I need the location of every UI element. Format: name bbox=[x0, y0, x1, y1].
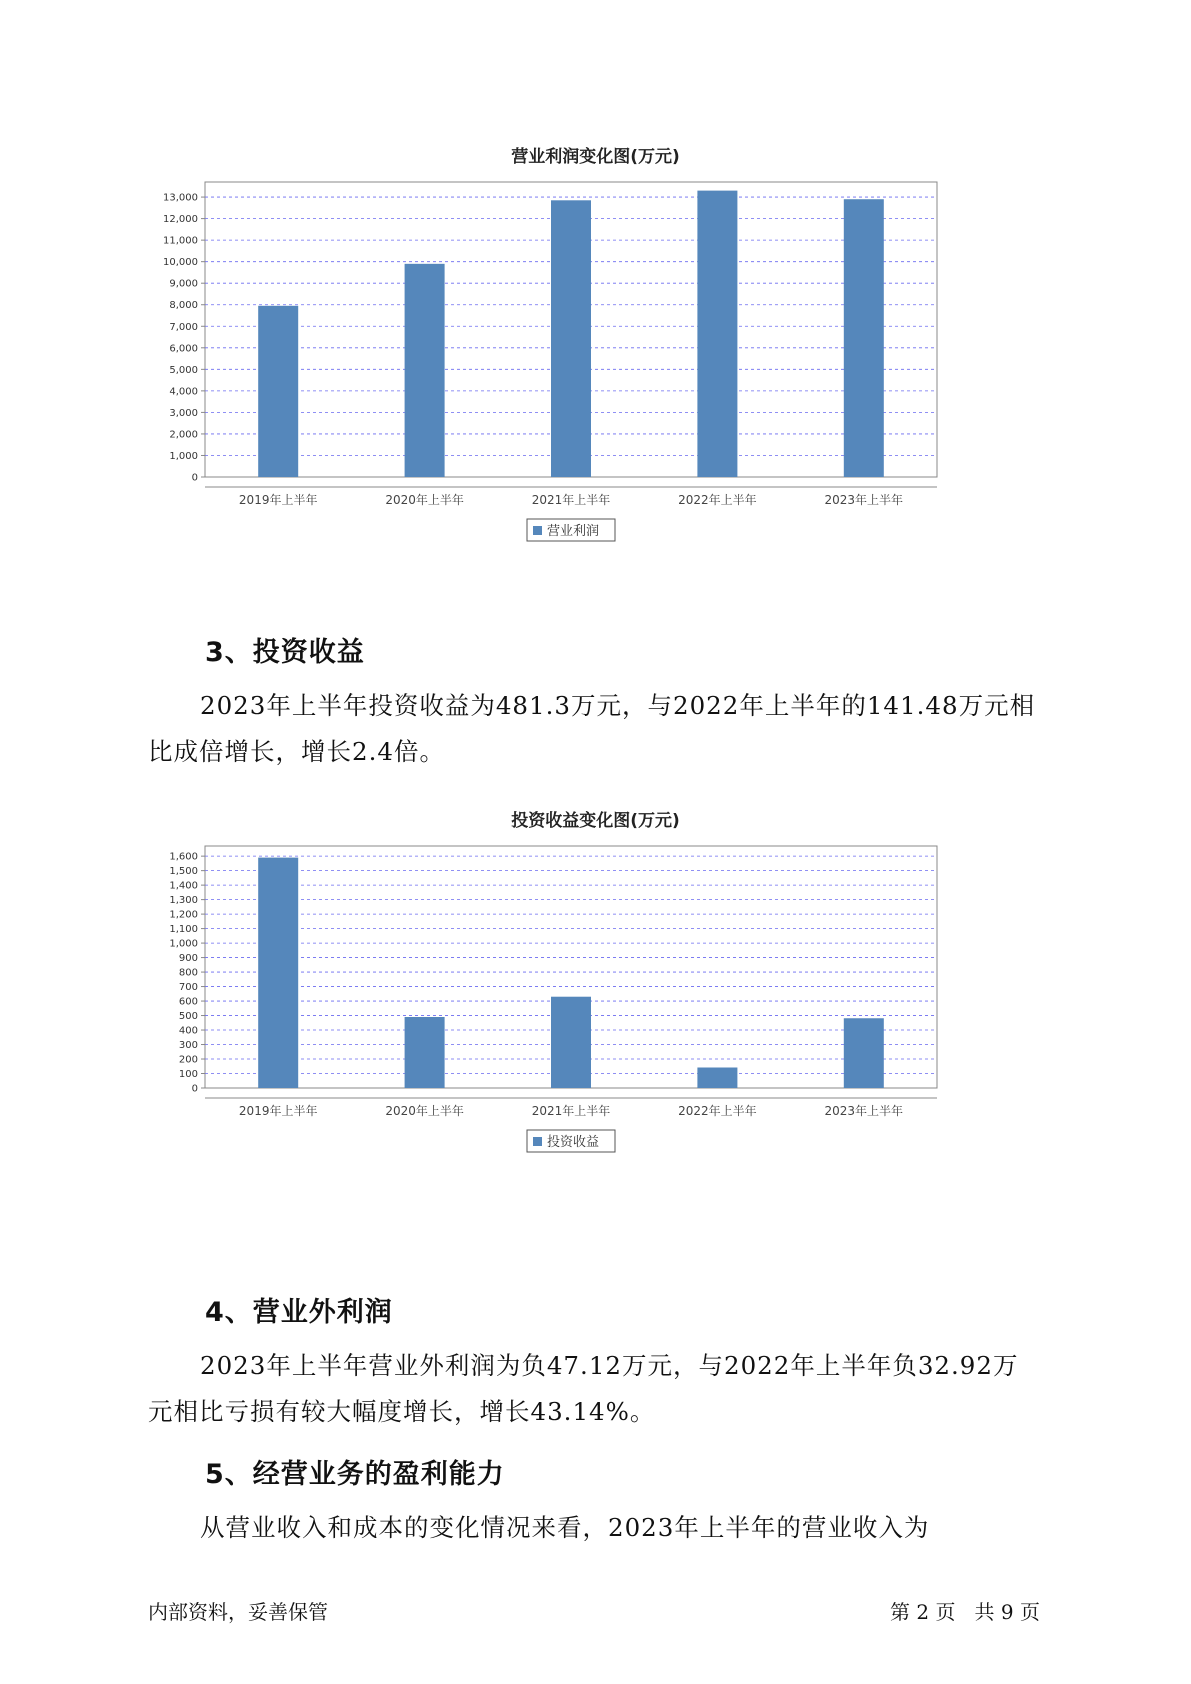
bar bbox=[551, 200, 591, 477]
chart-title-operating-profit: 营业利润变化图(万元) bbox=[511, 147, 680, 167]
paragraph-line: 元相比亏损有较大幅度增长，增长43.14%。 bbox=[148, 1397, 656, 1426]
legend-swatch bbox=[533, 1137, 542, 1146]
y-tick-label: 600 bbox=[178, 996, 198, 1008]
y-tick-label: 9,000 bbox=[169, 278, 198, 290]
y-tick-label: 500 bbox=[178, 1011, 198, 1023]
footer-page-number: 第 2 页 共 9 页 bbox=[890, 1600, 1040, 1624]
bar bbox=[844, 199, 884, 477]
y-tick-label: 3,000 bbox=[169, 407, 198, 419]
y-tick-label: 1,600 bbox=[169, 851, 198, 863]
y-tick-label: 10,000 bbox=[163, 257, 198, 269]
paragraph-line: 比成倍增长，增长2.4倍。 bbox=[148, 737, 445, 766]
y-tick-label: 1,300 bbox=[169, 895, 198, 907]
footer-confidential-note: 内部资料，妥善保管 bbox=[148, 1600, 328, 1624]
x-tick-label: 2019年上半年 bbox=[238, 493, 318, 507]
y-tick-label: 1,200 bbox=[169, 909, 198, 921]
x-tick-label: 2021年上半年 bbox=[531, 493, 611, 507]
x-tick-label: 2022年上半年 bbox=[678, 493, 757, 507]
y-tick-label: 900 bbox=[178, 953, 198, 965]
x-tick-label: 2023年上半年 bbox=[824, 1104, 904, 1118]
y-tick-label: 1,000 bbox=[169, 938, 198, 950]
bar bbox=[405, 264, 445, 477]
section-4-paragraph bbox=[148, 1343, 1068, 1435]
x-tick-label: 2023年上半年 bbox=[824, 493, 904, 507]
operating-profit-chart bbox=[0, 170, 1191, 610]
y-tick-label: 1,100 bbox=[169, 924, 198, 936]
section-5-paragraph bbox=[148, 1505, 1068, 1551]
y-tick-label: 100 bbox=[178, 1069, 198, 1081]
y-tick-label: 13,000 bbox=[163, 192, 198, 204]
legend-label: 营业利润 bbox=[547, 524, 600, 539]
x-tick-label: 2019年上半年 bbox=[238, 1104, 318, 1118]
y-tick-label: 200 bbox=[178, 1054, 198, 1066]
y-tick-label: 1,500 bbox=[169, 866, 198, 878]
section-4-heading: 4、营业外利润 bbox=[205, 1297, 393, 1328]
x-tick-label: 2022年上半年 bbox=[678, 1104, 757, 1118]
y-tick-label: 5,000 bbox=[169, 364, 198, 376]
bar bbox=[258, 858, 298, 1088]
y-tick-label: 7,000 bbox=[169, 321, 198, 333]
y-tick-label: 12,000 bbox=[163, 214, 198, 226]
bar bbox=[405, 1017, 445, 1088]
y-tick-label: 800 bbox=[178, 967, 198, 979]
section-5-heading: 5、经营业务的盈利能力 bbox=[205, 1459, 505, 1490]
x-tick-label: 2020年上半年 bbox=[385, 1104, 464, 1118]
y-tick-label: 300 bbox=[178, 1040, 198, 1052]
y-tick-label: 700 bbox=[178, 982, 198, 994]
bar bbox=[551, 997, 591, 1088]
bar bbox=[844, 1018, 884, 1088]
bar bbox=[258, 306, 298, 477]
paragraph-line: 2023年上半年投资收益为481.3万元，与2022年上半年的141.48万元相 bbox=[200, 691, 1036, 720]
y-tick-label: 1,400 bbox=[169, 880, 198, 892]
y-tick-label: 0 bbox=[191, 472, 198, 484]
y-tick-label: 2,000 bbox=[169, 429, 198, 441]
paragraph-line: 2023年上半年营业外利润为负47.12万元，与2022年上半年负32.92万 bbox=[200, 1351, 1019, 1380]
section-3-paragraph bbox=[148, 683, 1068, 775]
bar bbox=[697, 191, 737, 477]
x-tick-label: 2021年上半年 bbox=[531, 1104, 611, 1118]
legend-swatch bbox=[533, 526, 542, 535]
chart-title-investment-income: 投资收益变化图(万元) bbox=[511, 811, 680, 831]
y-tick-label: 8,000 bbox=[169, 300, 198, 312]
y-tick-label: 6,000 bbox=[169, 343, 198, 355]
y-tick-label: 0 bbox=[191, 1083, 198, 1095]
y-tick-label: 1,000 bbox=[169, 450, 198, 462]
x-tick-label: 2020年上半年 bbox=[385, 493, 464, 507]
section-3-heading: 3、投资收益 bbox=[205, 637, 365, 668]
y-tick-label: 400 bbox=[178, 1025, 198, 1037]
legend-label: 投资收益 bbox=[547, 1135, 600, 1150]
y-tick-label: 4,000 bbox=[169, 386, 198, 398]
investment-income-chart bbox=[0, 834, 1191, 1249]
paragraph-line: 从营业收入和成本的变化情况来看，2023年上半年的营业收入为 bbox=[200, 1513, 930, 1542]
bar bbox=[697, 1067, 737, 1088]
y-tick-label: 11,000 bbox=[163, 235, 198, 247]
